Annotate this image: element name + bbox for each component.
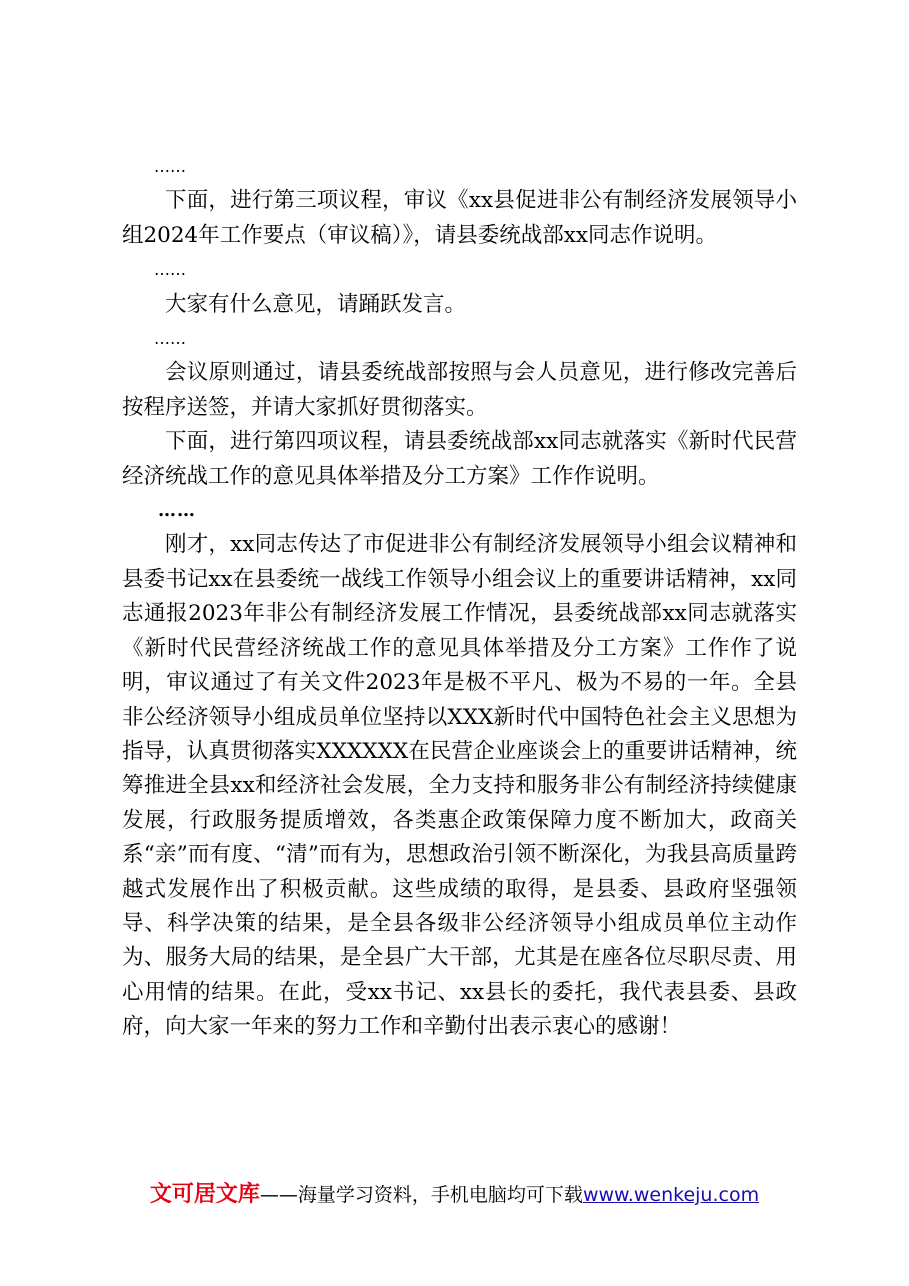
paragraph-agenda-item-three: 下面，进行第三项议程，审议《xx县促进非公有制经济发展领导小组2024年工作要点（审议稿）》，请县委统战部xx同志作说明。 [122, 188, 797, 248]
paragraph-invite-comments: 大家有什么意见，请踊跃发言。 [165, 291, 467, 317]
ellipsis-line: …… [158, 500, 196, 522]
footer-brand: 文可居文库 [149, 1182, 260, 1207]
footer-slogan: ——海量学习资料，手机电脑均可下载 [259, 1184, 583, 1206]
paragraph-summary: 刚才，xx同志传达了市促进非公有制经济发展领导小组会议精神和县委书记xx在县委统一战线工作领导小组会议上的重要讲话精神，xx同志通报2023年非公有制经济发展工作情况，县委统战部xx同志就落实《新时代民营经济统战工作的意见具体举措及分工方案》工作作了说明，审议通过了有关文件2023年是极不平凡、极为不易的一年。全县非公经济领导小组成员单位坚持以XXX新时代中国特色社会主义思想为指导，认真贯彻落实XXXXXX在民营企业座谈会上的重要讲话精神，统筹推进全县xx和经济社会发展，全力支持和服务非公有制经济持续健康发展，行政服务提质增效，各类惠企政策保障力度不断加大，政商关系“亲”而有度、“清”而有为，思想政治引领不断深化，为我县高质量跨越式发展作出了积极贡献。这些成绩的取得，是县委、县政府坚强领导、科学决策的结果，是全县各级非公经济领导小组成员单位主动作为、服务大局的结果，是全县广大干部，尤其是在座各位尽职尽责、用心用情的结果。在此，受xx书记、xx县长的委托，我代表县委、县政府，向大家一年来的努力工作和辛勤付出表示衷心的感谢！ [122, 532, 797, 1040]
footer-website-link[interactable]: www.wenkeju.com [582, 1184, 760, 1206]
document-body [122, 150, 797, 1045]
paragraph-approval: 会议原则通过，请县委统战部按照与会人员意见，进行修改完善后按程序送签，并请大家抓好贯彻落实。 [122, 360, 797, 420]
ellipsis-line: …… [154, 260, 186, 280]
footer-banner [0, 1180, 909, 1210]
ellipsis-line: …… [154, 157, 186, 176]
ellipsis-line: …… [154, 329, 186, 349]
paragraph-agenda-item-four: 下面，进行第四项议程，请县委统战部xx同志就落实《新时代民营经济统战工作的意见具体举措及分工方案》工作作说明。 [122, 429, 797, 489]
